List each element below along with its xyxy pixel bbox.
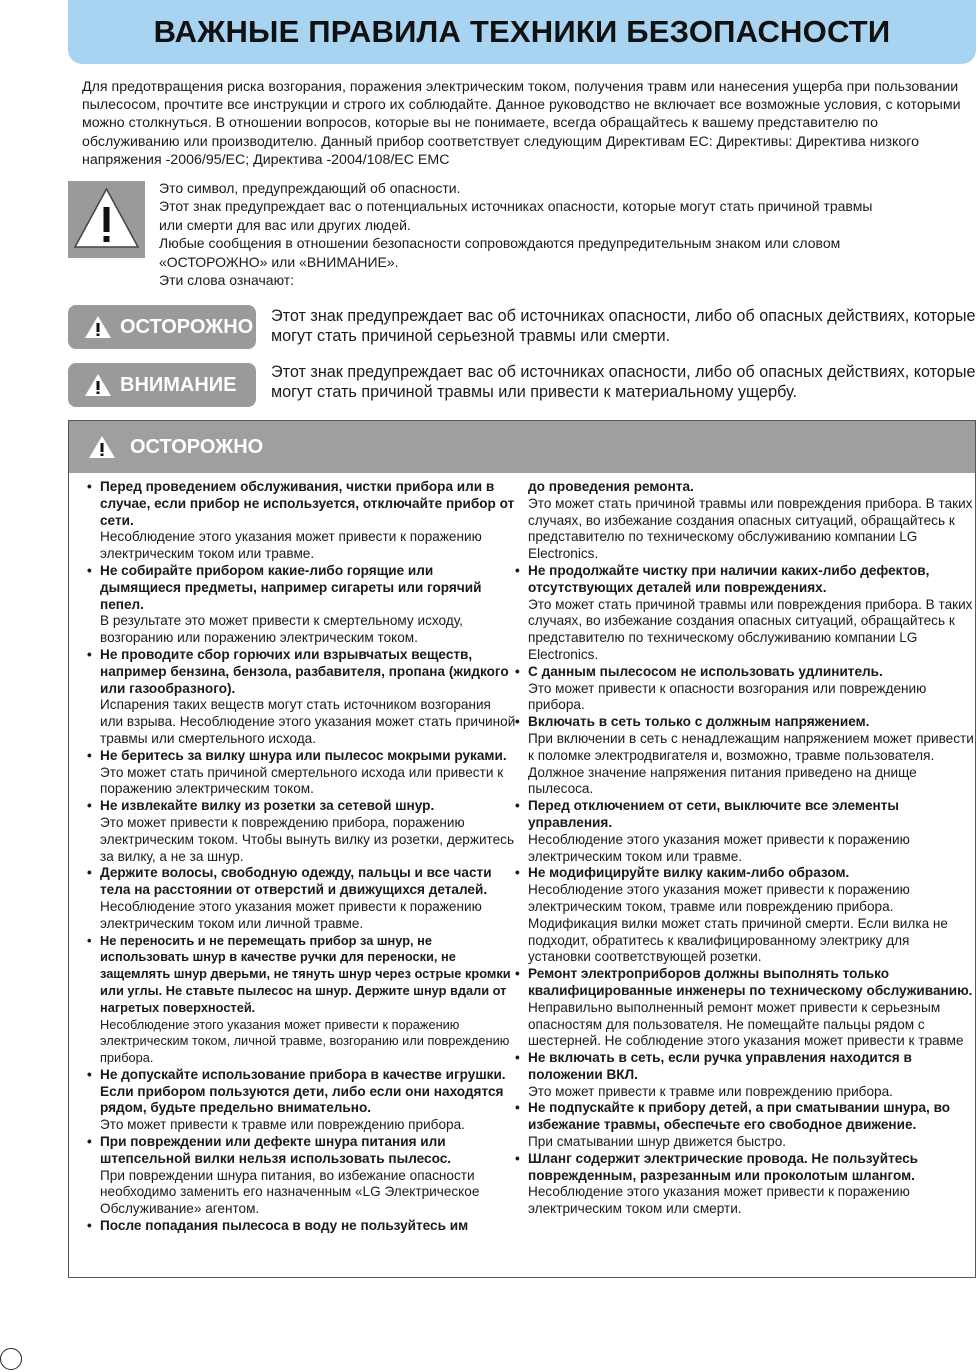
- item-heading: При повреждении или дефекте шнура питания или штепсельной вилки нельзя использовать пылесос.: [100, 1134, 452, 1166]
- list-item: [87, 933, 517, 1067]
- list-item: [515, 714, 975, 798]
- intro-paragraph: Для предотвращения риска возгорания, поражения электрическим током, получения травм или нанесения ущерба при пользовании пылесосом, прочтите все инструкции и строго их соблюдайте. Данное руководство не включает все возможные условия, с которыми можно столкнуться. В отношении вопросов, которые вы не понимаете, всегда обращайтесь к вашему представителю по обслуживанию или производителю. Данный прибор соответствует следующим Директивам ЕС: Директивы: Директива низкого напряжения -2006/95/EC; Директива -2004/108/EC EMC: [82, 79, 961, 168]
- list-item: [515, 865, 975, 966]
- item-text: Несоблюдение этого указания может привести к поражению электрическим током или травме.: [528, 831, 910, 864]
- item-text: Несоблюдение этого указания может привести к поражению электрическим током или личной травме.: [100, 898, 482, 931]
- item-text: При включении в сеть с ненадлежащим напряжением может привести к поломке электродвигателя и, возможно, травме пользователя. Должное значение напряжения питания приведено на днище пылесоса.: [528, 730, 974, 797]
- item-text: Это может стать причиной смертельного исхода или привести к поражению электрическим током.: [100, 764, 504, 797]
- page-title: ВАЖНЫЕ ПРАВИЛА ТЕХНИКИ БЕЗОПАСНОСТИ: [153, 14, 891, 49]
- item-text: Это может привести к травме или повреждению прибора.: [100, 1117, 465, 1133]
- item-text: Это может привести к травме или повреждению прибора.: [528, 1083, 893, 1099]
- item-heading: Ремонт электроприборов должны выполнять только квалифицированные инженеры по техническому обслуживанию.: [528, 966, 973, 998]
- bullet: •: [87, 1066, 92, 1082]
- symbol-explanation: [159, 179, 974, 289]
- bullet: •: [515, 865, 520, 881]
- item-text: Это может стать причиной травмы или повреждения прибора. В таких случаях, во избежание создания опасных ситуаций, обращайтесь к представителю по техническому обслуживанию компании LG Electronics.: [528, 495, 973, 562]
- symbol-line: Эти слова означают:: [159, 272, 295, 289]
- page-marker: [0, 1348, 22, 1370]
- list-item: [515, 563, 975, 664]
- list-item: [87, 479, 517, 563]
- warning-triangle-icon: [88, 435, 116, 459]
- symbol-line: «ОСТОРОЖНО» или «ВНИМАНИЕ».: [159, 253, 399, 270]
- item-heading: После попадания пылесоса в воду не пользуйтесь им: [100, 1218, 469, 1234]
- signal-warning-description: Этот знак предупреждает вас об источниках опасности, либо об опасных действиях, которые могут стать причиной серьезной травмы или смерти.: [271, 307, 976, 345]
- item-heading: Не проводите сбор горючих или взрывчатых веществ, например бензина, бензола, разбавителя, пропана (жидкого или газообразного).: [100, 646, 509, 696]
- bullet: •: [87, 646, 92, 662]
- item-heading: Не продолжайте чистку при наличии каких-либо дефектов, отсутствующих деталей или повреждениях.: [528, 562, 930, 595]
- item-heading: Не беритесь за вилку шнура или пылесос мокрыми руками.: [100, 747, 507, 763]
- bullet: •: [87, 865, 92, 881]
- warning-section: [68, 420, 976, 1278]
- warning-triangle-icon: [84, 373, 112, 397]
- item-heading: Шланг содержит электрические провода. Не пользуйтесь поврежденным, разрезанным или проколотым шлангом.: [528, 1150, 919, 1183]
- item-heading: Не собирайте прибором какие-либо горящие или дымящиеся предметы, например сигареты или горячий пепел.: [100, 562, 482, 612]
- bullet: •: [515, 562, 520, 578]
- bullet: •: [515, 966, 520, 982]
- item-text: Несоблюдение этого указания может привести к поражению электрическим током, травме или повреждению прибора. Модификация вилки может стать причиной смерти. Если вилка не подходит, обратитесь к квалифицированному электрику для установки соответствующей розетки.: [528, 882, 948, 965]
- item-text: Несоблюдение этого указания может привести к поражению электрическим током или смерти.: [528, 1184, 910, 1217]
- item-text: Несоблюдение этого указания может привести к поражению электрическим током или травме.: [100, 529, 482, 562]
- warning-triangle-icon: [84, 315, 112, 339]
- item-text: Неправильно выполненный ремонт может привести к серьезным опасностям для пользователя. Не помещайте пальцы рядом с шестерней. Не соблюдение этого указания может привести к травме: [528, 999, 964, 1049]
- list-item: [87, 1134, 517, 1218]
- bullet: •: [87, 798, 92, 814]
- item-text: Это может привести к опасности возгорания или повреждению прибора.: [528, 680, 927, 713]
- title-banner: [68, 0, 976, 64]
- bullet: •: [515, 1100, 520, 1116]
- bullet: •: [515, 714, 520, 730]
- item-heading: Не извлекайте вилку из розетки за сетевой шнур.: [100, 798, 435, 814]
- bullet: •: [515, 1050, 520, 1066]
- section-header: [69, 421, 975, 473]
- bullet: •: [515, 1150, 520, 1166]
- signal-warning-badge: [68, 305, 256, 349]
- item-heading: Перед отключением от сети, выключите все элементы управления.: [528, 798, 899, 830]
- signal-caution-badge: [68, 363, 256, 407]
- item-heading: Не допускайте использование прибора в качестве игрушки. Если прибором пользуются дети, либо если они находятся рядом, будьте предельно внимательно.: [100, 1066, 506, 1116]
- signal-label: ОСТОРОЖНО: [120, 315, 254, 338]
- item-text: Несоблюдение этого указания может привести к поражению электрическим током, личной травме, возгоранию или повреждению прибора.: [100, 1016, 510, 1066]
- list-item: [515, 664, 975, 714]
- item-text: Это может привести к повреждению прибора, поражению электрическим током. Чтобы вынуть вилку из розетки, держитесь за вилку, а не за шнур.: [100, 814, 515, 864]
- list-item: [87, 563, 517, 647]
- bullet: •: [515, 663, 520, 679]
- list-item: [87, 865, 517, 932]
- signal-caution-description: Этот знак предупреждает вас об источниках опасности, либо об опасных действиях, которые могут стать причиной травмы или привести к материальному ущербу.: [271, 363, 976, 401]
- item-heading: до проведения ремонта.: [528, 479, 694, 494]
- bullet: •: [87, 1134, 92, 1150]
- item-text: При повреждении шнура питания, во избежание опасности необходимо заменить его назначенным «LG Электрическое Обслуживание» агентом.: [100, 1167, 480, 1217]
- left-column: [87, 479, 517, 1235]
- item-heading: Перед проведением обслуживания, чистки прибора или в случае, если прибор не используется, отключайте прибор от сети.: [100, 479, 515, 528]
- list-item: [515, 1050, 975, 1100]
- symbol-line: Любые сообщения в отношении безопасности сопровождаются предупредительным знаком или словом: [159, 235, 841, 252]
- list-item: [87, 647, 517, 748]
- list-item: [515, 798, 975, 865]
- list-item: [515, 479, 975, 563]
- bullet: •: [515, 798, 520, 814]
- bullet: •: [87, 932, 92, 948]
- item-text: При сматывании шнур движется быстро.: [528, 1134, 787, 1150]
- bullet: •: [87, 562, 92, 578]
- bullet: •: [87, 479, 92, 494]
- item-text: В результате это может привести к смертельному исходу, возгоранию или поражению электрическим током.: [100, 613, 463, 646]
- item-heading: Не модифицируйте вилку каким-либо образом.: [528, 865, 850, 881]
- item-heading: Включать в сеть только с должным напряжением.: [528, 714, 870, 730]
- warning-symbol: [68, 181, 145, 258]
- list-item: [515, 1100, 975, 1150]
- symbol-line: или смерти для вас или других людей.: [159, 216, 411, 233]
- item-text: Это может стать причиной травмы или повреждения прибора. В таких случаях, во избежание создания опасных ситуаций, обращайтесь к представителю по техническому обслуживанию компании LG Electronics.: [528, 596, 973, 662]
- right-column: [515, 479, 975, 1218]
- item-heading: Держите волосы, свободную одежду, пальцы и все части тела на расстоянии от отверстий и движущихся деталей.: [100, 865, 492, 898]
- signal-label: ВНИМАНИЕ: [120, 373, 237, 396]
- list-item: [87, 1067, 517, 1134]
- item-heading: Не подпускайте к прибору детей, а при сматывании шнура, во избежание травмы, обеспечьте его свободное движение.: [528, 1100, 951, 1133]
- item-text: Испарения таких веществ могут стать источником возгорания или взрыва. Несоблюдение этого указания может стать причиной травмы или смертельного исхода.: [100, 697, 516, 746]
- item-heading: Не переносить и не перемещать прибор за шнур, не использовать шнур в качестве ручки для переноски, не защемлять шнур дверьми, не тянуть шнур через острые кромки или углы. Не ставьте пылесос на шнур. Держите шнур вдали от нагретых поверхностей.: [100, 932, 511, 1015]
- item-heading: С данным пылесосом не использовать удлинитель.: [528, 663, 883, 679]
- list-item: [515, 966, 975, 1050]
- bullet: •: [87, 747, 92, 763]
- item-heading: Не включать в сеть, если ручка управления находится в положении ВКЛ.: [528, 1050, 912, 1082]
- list-item: [87, 748, 517, 798]
- symbol-line: Это символ, предупреждающий об опасности.: [159, 180, 461, 196]
- section-title: ОСТОРОЖНО: [130, 435, 264, 458]
- symbol-line: Этот знак предупреждает вас о потенциальных источниках опасности, которые могут стать причиной травмы: [159, 198, 873, 215]
- list-item: [87, 798, 517, 865]
- list-item: [87, 1218, 517, 1235]
- bullet: •: [87, 1218, 92, 1234]
- list-item: [515, 1151, 975, 1218]
- warning-triangle-icon: [68, 181, 145, 258]
